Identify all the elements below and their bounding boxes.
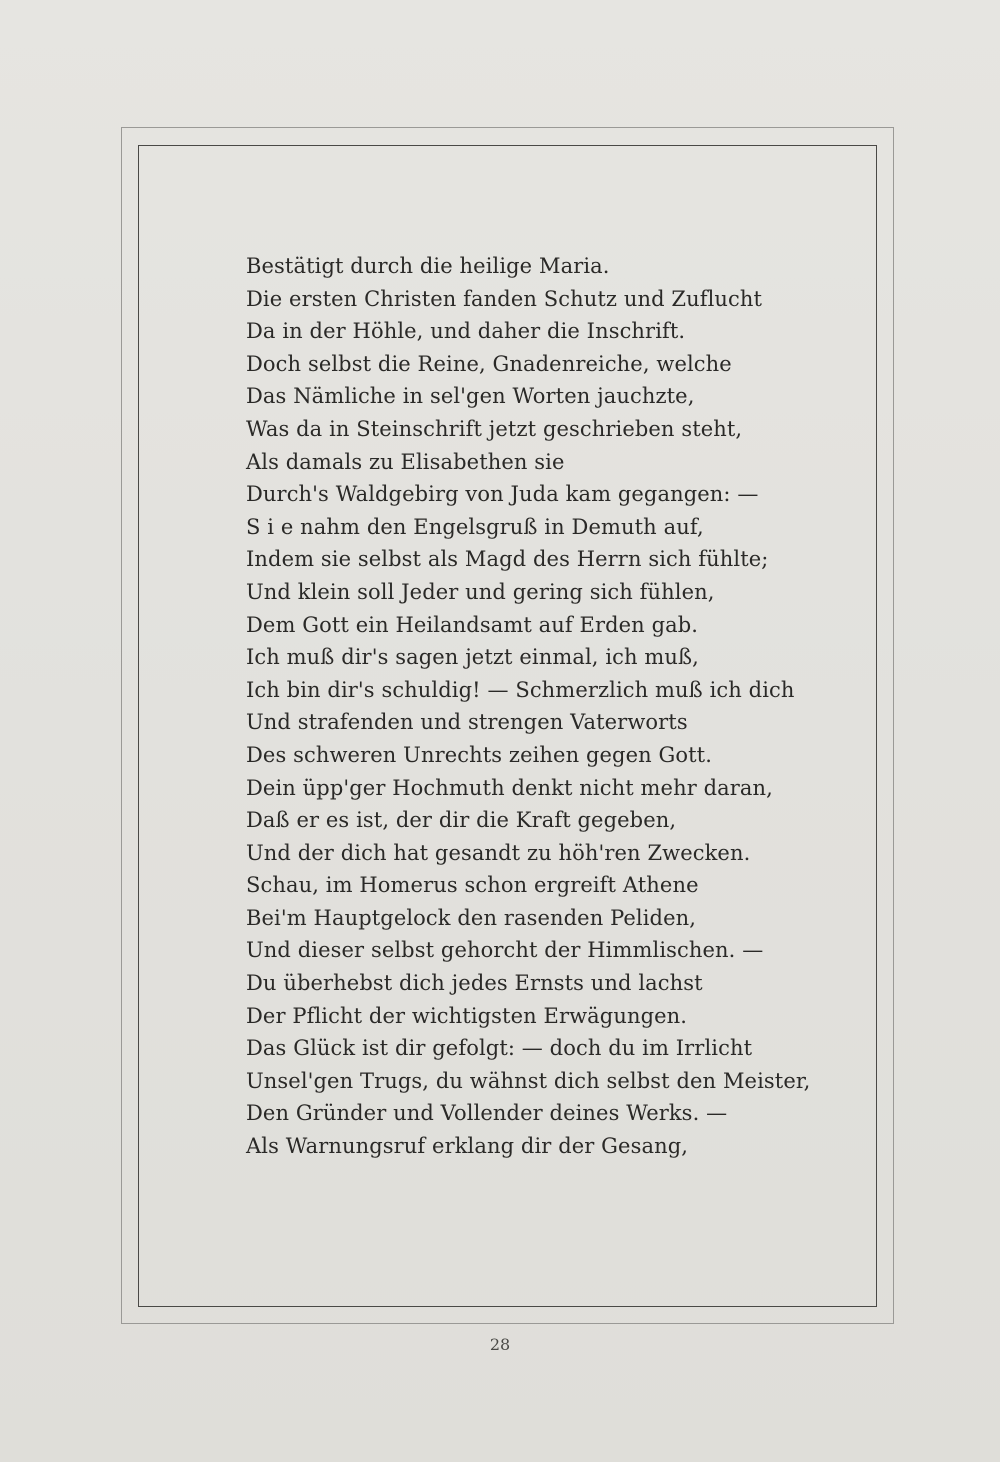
poem-text — [246, 250, 846, 1163]
verse-line: Doch selbst die Reine, Gnadenreiche, welche — [246, 351, 732, 376]
verse-line: Den Gründer und Vollender deines Werks. — — [246, 1101, 728, 1126]
verse-line: Durch's Waldgebirg von Juda kam gegangen: — — [246, 482, 759, 507]
verse-line: Daß er es ist, der dir die Kraft gegeben, — [246, 808, 677, 833]
verse-line: Dein üpp'ger Hochmuth denkt nicht mehr daran, — [246, 775, 773, 800]
verse-line: Des schweren Unrechts zeihen gegen Gott. — [246, 742, 712, 767]
verse-line: Und der dich hat gesandt zu höh'ren Zwecken. — [246, 840, 751, 865]
page-number: 28 — [489, 1335, 511, 1354]
verse-line: Und klein soll Jeder und gering sich fühlen, — [246, 579, 715, 604]
verse-line: Du überhebst dich jedes Ernsts und lachst — [246, 971, 703, 996]
verse-line: Ich bin dir's schuldig! — Schmerzlich muß ich dich — [246, 677, 795, 702]
verse-line: Als Warnungsruf erklang dir der Gesang, — [246, 1134, 689, 1159]
verse-line: Die ersten Christen fanden Schutz und Zuflucht — [246, 286, 763, 311]
verse-line: Als damals zu Elisabethen sie — [246, 449, 565, 474]
verse-line: Und dieser selbst gehorcht der Himmlischen. — — [246, 938, 764, 963]
verse-line: Unsel'gen Trugs, du wähnst dich selbst den Meister, — [246, 1068, 811, 1093]
verse-line: Da in der Höhle, und daher die Inschrift. — [246, 319, 686, 344]
verse-line: Bei'm Hauptgelock den rasenden Peliden, — [246, 905, 697, 930]
verse-line: Das Nämliche in sel'gen Worten jauchzte, — [246, 384, 695, 409]
verse-line: Was da in Steinschrift jetzt geschrieben steht, — [246, 416, 743, 441]
verse-line: Indem sie selbst als Magd des Herrn sich fühlte; — [246, 547, 769, 572]
verse-line: Dem Gott ein Heilandsamt auf Erden gab. — [246, 612, 699, 637]
verse-line: Schau, im Homerus schon ergreift Athene — [246, 873, 699, 898]
verse-line: Und strafenden und strengen Vaterworts — [246, 710, 688, 735]
verse-line: S i e nahm den Engelsgruß in Demuth auf, — [246, 514, 704, 539]
verse-line: Das Glück ist dir gefolgt: — doch du im Irrlicht — [246, 1036, 753, 1061]
verse-line: Der Pflicht der wichtigsten Erwägungen. — [246, 1003, 688, 1028]
verse-line: Ich muß dir's sagen jetzt einmal, ich muß, — [246, 645, 699, 670]
verse-line: Bestätigt durch die heilige Maria. — [246, 254, 610, 278]
